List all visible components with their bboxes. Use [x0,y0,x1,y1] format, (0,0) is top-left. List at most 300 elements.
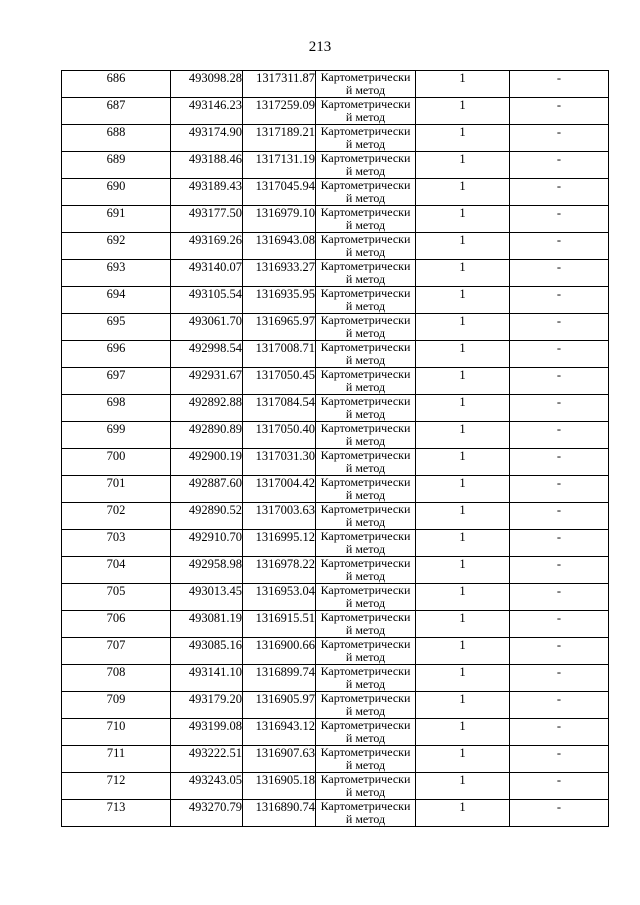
count-cell [416,125,510,152]
y-coordinate-cell [243,368,316,395]
method-cell-text: Картометрически й метод [320,557,411,583]
y-coordinate-cell-text: 1316979.10 [255,206,315,220]
count-cell-text: 1 [459,476,466,490]
accuracy-cell [510,800,609,827]
method-cell [316,611,416,638]
x-coordinate-cell [171,584,243,611]
method-cell-text: Картометрически й метод [320,530,411,556]
accuracy-cell-text: - [556,557,562,571]
point-number-cell [62,800,171,827]
x-coordinate-cell-text: 493146.23 [188,98,242,112]
x-coordinate-cell-text: 492998.54 [188,341,242,355]
method-cell-text: Картометрически й метод [320,422,411,448]
accuracy-cell [510,287,609,314]
y-coordinate-cell-text: 1317131.19 [255,152,315,166]
y-coordinate-cell-text: 1317259.09 [255,98,315,112]
x-coordinate-cell [171,557,243,584]
count-cell-text: 1 [459,773,466,787]
accuracy-cell [510,179,609,206]
count-cell [416,422,510,449]
accuracy-cell-text: - [556,611,562,625]
table-row [62,611,609,638]
x-coordinate-cell [171,341,243,368]
table-row [62,503,609,530]
count-cell-text: 1 [459,422,466,436]
count-cell-text: 1 [459,530,466,544]
x-coordinate-cell-text: 492890.89 [188,422,242,436]
x-coordinate-cell [171,503,243,530]
method-cell [316,692,416,719]
table-row [62,179,609,206]
accuracy-cell-text: - [556,719,562,733]
point-number-cell [62,719,171,746]
point-number-cell [62,260,171,287]
method-cell-text: Картометрически й метод [320,179,411,205]
method-cell [316,314,416,341]
count-cell [416,665,510,692]
accuracy-cell [510,503,609,530]
count-cell-text: 1 [459,719,466,733]
x-coordinate-cell-text: 493081.19 [188,611,242,625]
point-number-cell-text: 710 [106,719,126,733]
x-coordinate-cell-text: 493085.16 [188,638,242,652]
point-number-cell [62,98,171,125]
y-coordinate-cell-text: 1316978.22 [255,557,315,571]
count-cell [416,152,510,179]
point-number-cell-text: 712 [106,773,126,787]
method-cell-text: Картометрически й метод [320,368,411,394]
accuracy-cell-text: - [556,800,562,814]
count-cell-text: 1 [459,260,466,274]
table-row [62,98,609,125]
point-number-cell-text: 686 [106,71,126,85]
count-cell-text: 1 [459,314,466,328]
table-row [62,584,609,611]
accuracy-cell [510,71,609,98]
point-number-cell [62,395,171,422]
count-cell [416,314,510,341]
method-cell [316,260,416,287]
method-cell-text: Картометрически й метод [320,692,411,718]
x-coordinate-cell [171,719,243,746]
table-row [62,341,609,368]
point-number-cell [62,179,171,206]
method-cell-text: Картометрически й метод [320,98,411,124]
count-cell [416,341,510,368]
x-coordinate-cell-text: 493179.20 [188,692,242,706]
x-coordinate-cell-text: 493061.70 [188,314,242,328]
y-coordinate-cell-text: 1316907.63 [255,746,315,760]
count-cell-text: 1 [459,800,466,814]
point-number-cell [62,746,171,773]
accuracy-cell [510,368,609,395]
method-cell [316,125,416,152]
x-coordinate-cell-text: 492958.98 [188,557,242,571]
method-cell [316,665,416,692]
point-number-cell-text: 704 [106,557,126,571]
count-cell-text: 1 [459,584,466,598]
x-coordinate-cell [171,746,243,773]
point-number-cell-text: 688 [106,125,126,139]
y-coordinate-cell-text: 1316899.74 [255,665,315,679]
x-coordinate-cell [171,71,243,98]
count-cell [416,638,510,665]
table-row [62,719,609,746]
method-cell [316,152,416,179]
count-cell-text: 1 [459,179,466,193]
accuracy-cell-text: - [556,638,562,652]
y-coordinate-cell-text: 1317008.71 [255,341,315,355]
point-number-cell-text: 708 [106,665,126,679]
count-cell [416,719,510,746]
x-coordinate-cell [171,206,243,233]
table-row [62,665,609,692]
accuracy-cell-text: - [556,98,562,112]
method-cell-text: Картометрически й метод [320,449,411,475]
method-cell [316,530,416,557]
x-coordinate-cell [171,368,243,395]
accuracy-cell-text: - [556,287,562,301]
accuracy-cell [510,314,609,341]
method-cell-text: Картометрически й метод [320,611,411,637]
y-coordinate-cell [243,665,316,692]
y-coordinate-cell-text: 1316965.97 [255,314,315,328]
point-number-cell [62,341,171,368]
count-cell [416,503,510,530]
method-cell [316,368,416,395]
accuracy-cell-text: - [556,584,562,598]
x-coordinate-cell [171,692,243,719]
accuracy-cell [510,125,609,152]
point-number-cell-text: 693 [106,260,126,274]
method-cell [316,773,416,800]
y-coordinate-cell-text: 1317003.63 [255,503,315,517]
method-cell [316,800,416,827]
count-cell [416,746,510,773]
count-cell-text: 1 [459,98,466,112]
method-cell [316,584,416,611]
count-cell-text: 1 [459,449,466,463]
y-coordinate-cell [243,692,316,719]
y-coordinate-cell [243,287,316,314]
table-row [62,260,609,287]
accuracy-cell [510,341,609,368]
point-number-cell-text: 687 [106,98,126,112]
count-cell-text: 1 [459,71,466,85]
x-coordinate-cell [171,773,243,800]
point-number-cell [62,503,171,530]
point-number-cell-text: 713 [106,800,126,814]
count-cell [416,773,510,800]
count-cell [416,179,510,206]
x-coordinate-cell [171,422,243,449]
method-cell [316,449,416,476]
method-cell [316,557,416,584]
y-coordinate-cell-text: 1317311.87 [256,71,315,85]
table-row [62,125,609,152]
y-coordinate-cell [243,800,316,827]
accuracy-cell [510,611,609,638]
y-coordinate-cell-text: 1316933.27 [255,260,315,274]
method-cell-text: Картометрически й метод [320,287,411,313]
point-number-cell-text: 699 [106,422,126,436]
method-cell-text: Картометрически й метод [320,233,411,259]
method-cell [316,395,416,422]
accuracy-cell [510,206,609,233]
y-coordinate-cell-text: 1316900.66 [255,638,315,652]
point-number-cell-text: 697 [106,368,126,382]
point-number-cell [62,557,171,584]
table-row [62,206,609,233]
y-coordinate-cell-text: 1317050.45 [255,368,315,382]
x-coordinate-cell-text: 493188.46 [188,152,242,166]
x-coordinate-cell [171,314,243,341]
y-coordinate-cell [243,233,316,260]
count-cell [416,206,510,233]
accuracy-cell-text: - [556,368,562,382]
accuracy-cell-text: - [556,314,562,328]
count-cell-text: 1 [459,503,466,517]
y-coordinate-cell [243,503,316,530]
y-coordinate-cell [243,638,316,665]
y-coordinate-cell-text: 1316905.97 [255,692,315,706]
y-coordinate-cell-text: 1316905.18 [255,773,315,787]
table-row [62,233,609,260]
accuracy-cell [510,638,609,665]
method-cell [316,719,416,746]
x-coordinate-cell [171,98,243,125]
y-coordinate-cell [243,530,316,557]
y-coordinate-cell [243,314,316,341]
point-number-cell [62,368,171,395]
accuracy-cell-text: - [556,395,562,409]
point-number-cell-text: 711 [106,746,126,760]
accuracy-cell-text: - [556,422,562,436]
method-cell-text: Картометрически й метод [320,638,411,664]
accuracy-cell-text: - [556,206,562,220]
point-number-cell-text: 703 [106,530,126,544]
table-row [62,314,609,341]
accuracy-cell-text: - [556,449,562,463]
table-row [62,71,609,98]
count-cell-text: 1 [459,557,466,571]
point-number-cell-text: 700 [106,449,126,463]
accuracy-cell [510,665,609,692]
point-number-cell-text: 695 [106,314,126,328]
accuracy-cell [510,233,609,260]
count-cell-text: 1 [459,152,466,166]
coordinates-table [61,70,609,827]
table-row [62,773,609,800]
count-cell [416,71,510,98]
method-cell [316,638,416,665]
method-cell-text: Картометрически й метод [320,584,411,610]
x-coordinate-cell [171,125,243,152]
method-cell [316,71,416,98]
y-coordinate-cell-text: 1316953.04 [255,584,315,598]
method-cell-text: Картометрически й метод [320,152,411,178]
count-cell-text: 1 [459,746,466,760]
x-coordinate-cell-text: 492892.88 [188,395,242,409]
y-coordinate-cell [243,206,316,233]
y-coordinate-cell-text: 1317045.94 [255,179,315,193]
x-coordinate-cell [171,638,243,665]
accuracy-cell-text: - [556,773,562,787]
accuracy-cell [510,692,609,719]
x-coordinate-cell-text: 493199.08 [188,719,242,733]
accuracy-cell [510,395,609,422]
count-cell [416,287,510,314]
y-coordinate-cell-text: 1316915.51 [255,611,315,625]
point-number-cell-text: 709 [106,692,126,706]
accuracy-cell-text: - [556,341,562,355]
x-coordinate-cell-text: 493105.54 [188,287,242,301]
method-cell [316,746,416,773]
y-coordinate-cell-text: 1316935.95 [255,287,315,301]
y-coordinate-cell [243,98,316,125]
method-cell-text: Картометрически й метод [320,71,411,97]
method-cell [316,503,416,530]
x-coordinate-cell [171,530,243,557]
y-coordinate-cell [243,449,316,476]
table-row [62,557,609,584]
point-number-cell-text: 694 [106,287,126,301]
point-number-cell-text: 706 [106,611,126,625]
count-cell [416,800,510,827]
table-row [62,530,609,557]
point-number-cell [62,476,171,503]
x-coordinate-cell [171,152,243,179]
point-number-cell [62,422,171,449]
x-coordinate-cell-text: 493141.10 [188,665,242,679]
accuracy-cell-text: - [556,476,562,490]
method-cell [316,206,416,233]
y-coordinate-cell-text: 1316995.12 [255,530,315,544]
accuracy-cell-text: - [556,260,562,274]
x-coordinate-cell-text: 493169.26 [188,233,242,247]
method-cell [316,341,416,368]
y-coordinate-cell [243,719,316,746]
x-coordinate-cell [171,287,243,314]
point-number-cell [62,530,171,557]
accuracy-cell-text: - [556,692,562,706]
method-cell-text: Картометрически й метод [320,206,411,232]
method-cell [316,287,416,314]
point-number-cell-text: 689 [106,152,126,166]
y-coordinate-cell-text: 1317031.30 [255,449,315,463]
point-number-cell [62,665,171,692]
method-cell-text: Картометрически й метод [320,314,411,340]
count-cell [416,449,510,476]
point-number-cell [62,638,171,665]
count-cell [416,233,510,260]
method-cell [316,476,416,503]
y-coordinate-cell-text: 1316943.08 [255,233,315,247]
method-cell [316,98,416,125]
method-cell [316,233,416,260]
table-row [62,476,609,503]
point-number-cell [62,449,171,476]
point-number-cell-text: 698 [106,395,126,409]
accuracy-cell [510,773,609,800]
count-cell [416,692,510,719]
method-cell-text: Картометрически й метод [320,341,411,367]
count-cell-text: 1 [459,233,466,247]
x-coordinate-cell-text: 493140.07 [188,260,242,274]
y-coordinate-cell [243,476,316,503]
count-cell [416,368,510,395]
coordinates-table-body [62,71,609,827]
accuracy-cell [510,557,609,584]
accuracy-cell [510,719,609,746]
y-coordinate-cell-text: 1317050.40 [255,422,315,436]
count-cell-text: 1 [459,125,466,139]
x-coordinate-cell [171,260,243,287]
point-number-cell [62,611,171,638]
y-coordinate-cell [243,746,316,773]
count-cell [416,260,510,287]
x-coordinate-cell-text: 492900.19 [188,449,242,463]
point-number-cell [62,287,171,314]
table-row [62,692,609,719]
x-coordinate-cell [171,233,243,260]
table-row [62,449,609,476]
method-cell-text: Картометрически й метод [320,395,411,421]
accuracy-cell [510,422,609,449]
count-cell [416,98,510,125]
point-number-cell-text: 707 [106,638,126,652]
count-cell-text: 1 [459,665,466,679]
accuracy-cell [510,152,609,179]
y-coordinate-cell [243,773,316,800]
point-number-cell [62,125,171,152]
x-coordinate-cell [171,476,243,503]
count-cell [416,611,510,638]
accuracy-cell [510,98,609,125]
point-number-cell [62,233,171,260]
y-coordinate-cell [243,395,316,422]
point-number-cell-text: 691 [106,206,126,220]
point-number-cell-text: 692 [106,233,126,247]
x-coordinate-cell-text: 493098.28 [188,71,242,85]
x-coordinate-cell-text: 493222.51 [188,746,242,760]
y-coordinate-cell [243,611,316,638]
point-number-cell-text: 701 [106,476,126,490]
point-number-cell [62,692,171,719]
y-coordinate-cell-text: 1317004.42 [255,476,315,490]
method-cell [316,422,416,449]
page-number: 213 [308,39,332,55]
accuracy-cell-text: - [556,71,562,85]
x-coordinate-cell-text: 493174.90 [188,125,242,139]
y-coordinate-cell-text: 1317189.21 [255,125,315,139]
x-coordinate-cell-text: 493013.45 [188,584,242,598]
count-cell-text: 1 [459,395,466,409]
count-cell-text: 1 [459,611,466,625]
accuracy-cell [510,449,609,476]
count-cell-text: 1 [459,287,466,301]
method-cell-text: Картометрически й метод [320,800,411,826]
accuracy-cell-text: - [556,233,562,247]
count-cell [416,530,510,557]
x-coordinate-cell [171,800,243,827]
x-coordinate-cell-text: 493189.43 [188,179,242,193]
accuracy-cell [510,530,609,557]
count-cell [416,476,510,503]
accuracy-cell [510,584,609,611]
method-cell-text: Картометрически й метод [320,503,411,529]
method-cell-text: Картометрически й метод [320,125,411,151]
